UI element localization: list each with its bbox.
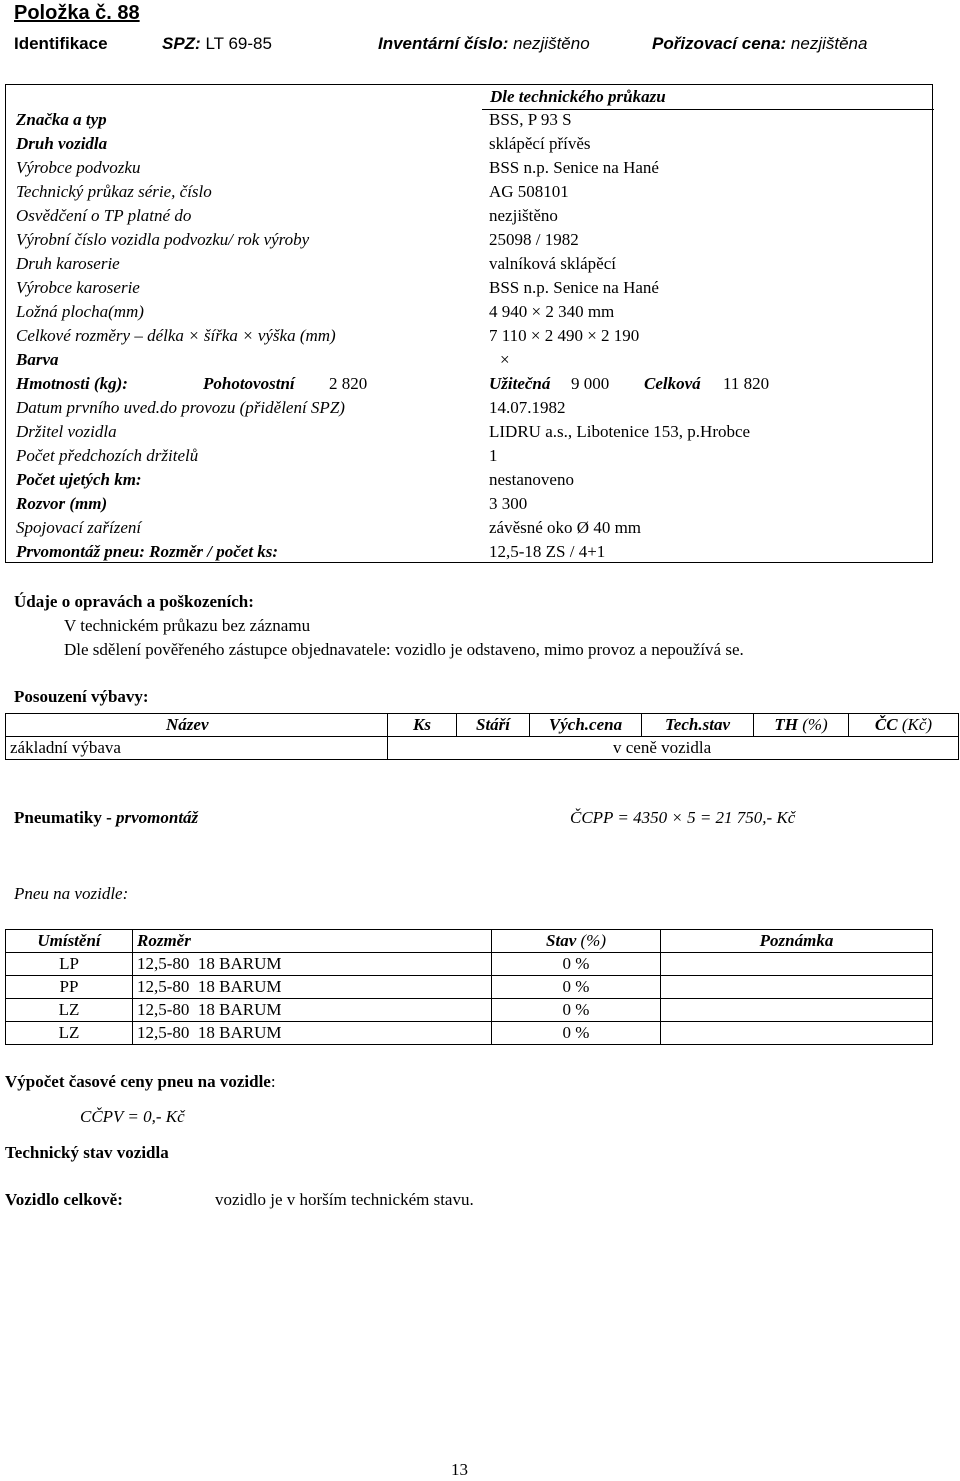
tech-row-value: × [500,350,510,369]
tech-row-label: Technický průkaz série, číslo [16,182,212,201]
tech-row-label: Značka a typ [16,110,107,129]
tech-row [16,134,932,158]
tech-row-label: Datum prvního uved.do provozu (přidělení SPZ) [16,398,345,417]
column-header: Stáří [457,714,530,737]
tyre-note [661,1022,933,1045]
column-header: Rozměr [133,930,492,953]
repairs-line-1: V technickém průkazu bez záznamu [64,616,311,635]
tech-row-value: 14.07.1982 [489,398,566,417]
tyre-state: 0 % [492,999,661,1022]
tech-row-value: LIDRU a.s., Libotenice 153, p.Hrobce [489,422,751,441]
column-header: ČC (Kč) [849,714,959,737]
tech-row-label: Počet předchozích držitelů [16,446,199,465]
tech-row-value: závěsné oko Ø 40 mm [489,518,642,537]
tyre-state: 0 % [492,976,661,999]
tech-row [16,206,932,230]
technical-column-header: Dle technického průkazu [490,87,666,106]
tyre-note [661,953,933,976]
tech-row-value: 7 110 × 2 490 × 2 190 [489,326,640,345]
identification-label: Identifikace [14,34,108,53]
useful-weight-label: Užitečná [489,374,551,393]
technical-data-table [5,84,933,563]
cost-value: nezjištěna [790,34,868,53]
time-price-calc: CČPV = 0,- Kč [80,1107,185,1126]
column-header: Tech.stav [642,714,754,737]
ready-weight-label: Pohotovostní [203,374,295,393]
spz-value: LT 69-85 [205,34,272,53]
useful-weight-value: 9 000 [571,374,610,393]
tech-row-label: Druh karoserie [16,254,120,273]
tech-row [16,182,932,206]
tech-row-value: 3 300 [489,494,528,513]
tyre-size: 12,5-80 18 BARUM [133,953,492,976]
total-weight-value: 11 820 [723,374,770,393]
tech-row [16,158,932,182]
tech-row-value: nezjištěno [489,206,558,225]
table-row [6,976,933,999]
column-header: Poznámka [661,930,933,953]
tech-row [16,110,932,134]
tech-row-label: Držitel vozidla [16,422,117,441]
tech-row-label: Prvomontáž pneu: Rozměr / počet ks: [16,542,279,561]
tech-row-label: Barva [16,350,59,369]
tech-row-value: sklápěcí přívěs [489,134,591,153]
column-header: Umístění [6,930,133,953]
equipment-table [5,713,959,760]
tech-row [16,422,932,446]
tech-row-value: BSS n.p. Senice na Hané [489,278,659,297]
equipment-heading: Posouzení výbavy: [14,687,149,706]
tech-row-value: BSS n.p. Senice na Hané [489,158,659,177]
tech-row [16,446,932,470]
weights-label: Hmotnosti (kg): [16,374,128,393]
tyres-table [5,929,933,1045]
tyres-label-italic: prvomontáž [116,808,199,827]
tech-row-value: valníková sklápěcí [489,254,616,273]
column-header: Vých.cena [530,714,642,737]
table-header-row [6,930,933,953]
table-header-row [6,714,959,737]
tech-row-value: BSS, P 93 S [489,110,572,129]
tyre-size: 12,5-80 18 BARUM [133,976,492,999]
tyre-position: PP [6,976,133,999]
tech-state-heading: Technický stav vozidla [5,1143,169,1162]
tech-row-label: Druh vozidla [16,134,108,153]
tech-row-value: 12,5-18 ZS / 4+1 [489,542,606,561]
tech-row-label: Spojovací zařízení [16,518,142,537]
inventory-field [378,34,590,54]
column-header: Stav (%) [492,930,661,953]
page-title: Položka č. 88 [14,2,140,24]
overall-value: vozidlo je v horším technickém stavu. [215,1190,474,1209]
tech-row [16,542,932,566]
inventory-value: nezjištěno [513,34,590,53]
equipment-value-cell: v ceně vozidla [388,737,959,760]
table-row [6,737,959,760]
weights-row [16,374,932,398]
tyre-state: 0 % [492,1022,661,1045]
tech-row-value: AG 508101 [489,182,569,201]
total-weight-label: Celková [644,374,701,393]
cost-label: Pořizovací cena: [652,34,787,53]
overall-label: Vozidlo celkově: [5,1190,123,1209]
spz-field [162,34,272,54]
column-header: TH (%) [754,714,849,737]
tyre-size: 12,5-80 18 BARUM [133,1022,492,1045]
tech-row-label: Osvědčení o TP platné do [16,206,192,225]
tech-row [16,470,932,494]
inventory-label: Inventární číslo: [378,34,509,53]
tech-row-label: Rozvor (mm) [16,494,108,513]
tyre-position: LZ [6,1022,133,1045]
table-row [6,999,933,1022]
column-header: Ks [388,714,457,737]
tyre-note [661,976,933,999]
tech-row-value: 1 [489,446,498,465]
tech-row [16,302,932,326]
cost-field [652,34,867,54]
tyres-on-vehicle-heading: Pneu na vozidle: [14,884,129,903]
tyre-position: LZ [6,999,133,1022]
tyre-state: 0 % [492,953,661,976]
ready-weight-value: 2 820 [329,374,368,393]
tech-row-label: Ložná plocha(mm) [16,302,144,321]
tyres-price-calc: ČCPP = 4350 × 5 = 21 750,- Kč [570,808,796,827]
tech-row-label: Počet ujetých km: [16,470,142,489]
tech-row-label: Celkové rozměry – délka × šířka × výška (mm) [16,326,336,345]
tyres-label: Pneumatiky - [14,808,116,827]
first-mount-tyres [14,808,198,828]
tech-row [16,398,932,422]
tech-row-value: 4 940 × 2 340 mm [489,302,615,321]
time-price-heading: Výpočet časové ceny pneu na vozidle: [5,1072,276,1091]
tech-row [16,494,932,518]
page-number: 13 [451,1460,468,1479]
tech-row [16,326,932,350]
tech-row-value: nestanoveno [489,470,574,489]
table-row [6,953,933,976]
spz-label: SPZ: [162,34,201,53]
tech-row [16,254,932,278]
tyre-note [661,999,933,1022]
repairs-heading: Údaje o opravách a poškozeních: [14,592,254,611]
tech-row [16,350,932,374]
tech-row [16,518,932,542]
tech-row-value: 25098 / 1982 [489,230,579,249]
tyre-size: 12,5-80 18 BARUM [133,999,492,1022]
repairs-line-2: Dle sdělení pověřeného zástupce objednavatele: vozidlo je odstaveno, mimo provoz a nepoužívá se. [64,640,744,659]
tech-row-label: Výrobní číslo vozidla podvozku/ rok výroby [16,230,310,249]
equipment-name-cell: základní výbava [6,737,388,760]
column-header: Název [6,714,388,737]
tyre-position: LP [6,953,133,976]
tech-row-label: Výrobce karoserie [16,278,140,297]
table-row [6,1022,933,1045]
tech-row [16,278,932,302]
tech-row-label: Výrobce podvozku [16,158,141,177]
tech-row [16,230,932,254]
